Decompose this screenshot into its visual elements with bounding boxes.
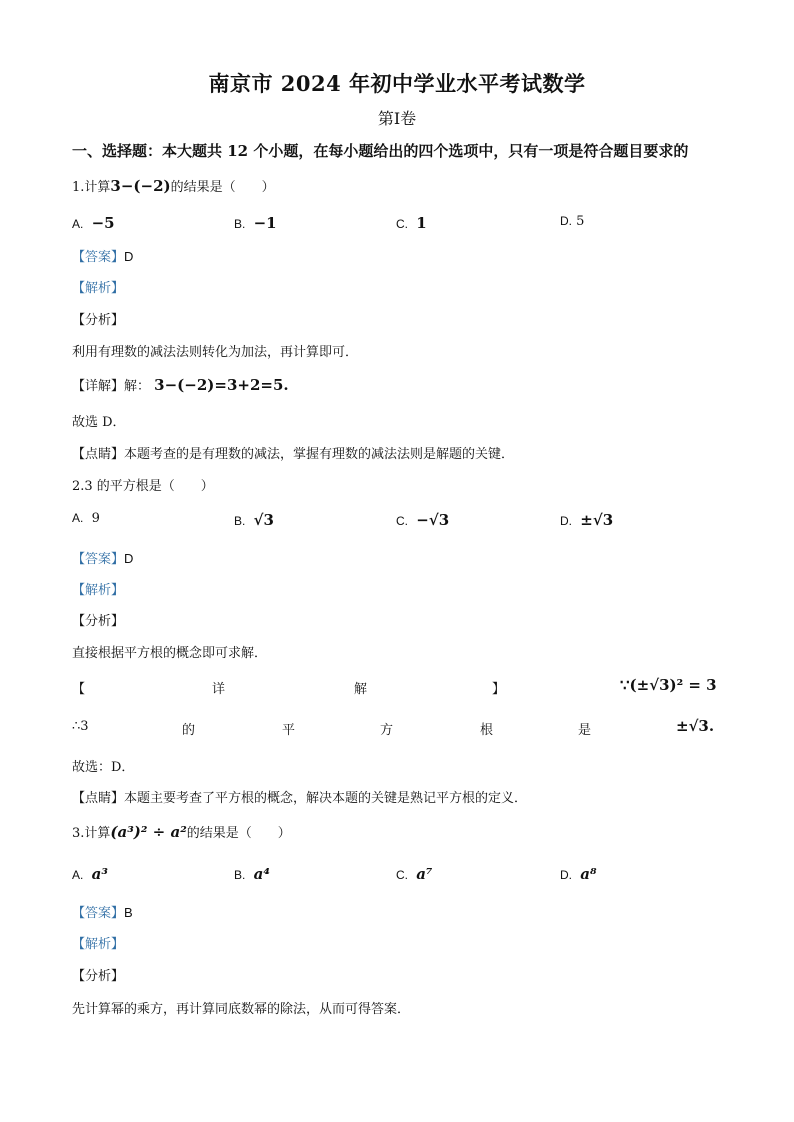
question-3-stem: 3.计算(a³)² ÷ a²的结果是（ ）	[72, 823, 291, 841]
q2-therefore-word-1: ∴3	[72, 719, 89, 734]
document-title: 南京市 2024 年初中学业水平考试数学	[208, 71, 586, 96]
q1-option-a: A. −5	[72, 214, 115, 232]
q2-detail-open: 【	[72, 682, 86, 697]
question-1-stem	[72, 176, 275, 195]
q2-answer: 【答案】D	[72, 551, 134, 567]
q2-therefore-word-2: 的	[182, 723, 196, 738]
q1-detail: 【详解】解： 3−(−2)=3+2=5.	[72, 376, 289, 394]
q2-therefore-word-4: 方	[380, 723, 394, 738]
q2-therefore-word-3: 平	[282, 723, 296, 738]
section-heading: 一、选择题：本大题共 12 个小题，在每小题给出的四个选项中，只有一项是符合题目要求的	[72, 142, 689, 160]
q1-option-c: C. 1	[396, 214, 427, 232]
q3-answer: 【答案】B	[72, 905, 133, 921]
q2-option-c: C. −√3	[396, 511, 450, 529]
q3-analysis-tag: 【解析】	[72, 937, 125, 952]
q2-therefore-word-6: 是	[578, 723, 592, 738]
question-3-expression: (a³)² ÷ a²	[110, 823, 187, 841]
q3-option-b: B. a⁴	[234, 865, 270, 883]
q1-option-b: B. −1	[234, 214, 277, 232]
q2-fenxi-tag: 【分析】	[72, 614, 125, 629]
q1-analysis-tag: 【解析】	[72, 281, 125, 296]
q2-detail-close: 】	[492, 682, 506, 697]
question-2-stem: 2.3 的平方根是（ ）	[72, 479, 214, 494]
question-1-suffix: 的结果是（ ）	[170, 180, 275, 195]
q2-detail-word-2: 解	[354, 682, 368, 697]
q2-dianjing: 【点睛】本题主要考查了平方根的概念，解决本题的关键是熟记平方根的定义．	[72, 791, 528, 806]
q1-option-d: D. 5	[560, 214, 585, 229]
q2-detail-word-1: 详	[212, 682, 226, 697]
q3-fenxi-tag: 【分析】	[72, 969, 125, 984]
volume-label: 第Ⅰ卷	[377, 109, 417, 128]
q2-option-d: D. ±√3	[560, 511, 614, 529]
q2-option-b: B. √3	[234, 511, 274, 529]
q3-option-a: A. a³	[72, 865, 108, 883]
q2-therefore-expression: ±√3.	[676, 717, 715, 735]
q1-dianjing: 【点睛】本题考查的是有理数的减法，掌握有理数的减法法则是解题的关键．	[72, 447, 515, 462]
q2-detail-expression: ∵(±√3)² = 3	[620, 676, 717, 694]
q2-therefore-word-5: 根	[480, 723, 494, 738]
q2-choose: 故选：D．	[72, 760, 135, 775]
q1-fenxi: 利用有理数的减法法则转化为加法，再计算即可．	[72, 345, 359, 360]
q1-choose: 故选 D．	[72, 415, 126, 430]
q3-option-d: D. a⁸	[560, 865, 597, 883]
q1-fenxi-tag: 【分析】	[72, 313, 125, 328]
q2-analysis-tag: 【解析】	[72, 583, 125, 598]
q1-answer: 【答案】D	[72, 249, 134, 265]
q3-fenxi: 先计算幂的乘方，再计算同底数幂的除法，从而可得答案．	[72, 1002, 411, 1017]
question-1-prefix: 1.计算	[72, 180, 111, 195]
q2-fenxi: 直接根据平方根的概念即可求解．	[72, 646, 268, 661]
q2-option-a: A. 9	[72, 511, 100, 526]
q3-option-c: C. a⁷	[396, 865, 433, 883]
question-1-expression: 3−(−2)	[110, 177, 171, 195]
